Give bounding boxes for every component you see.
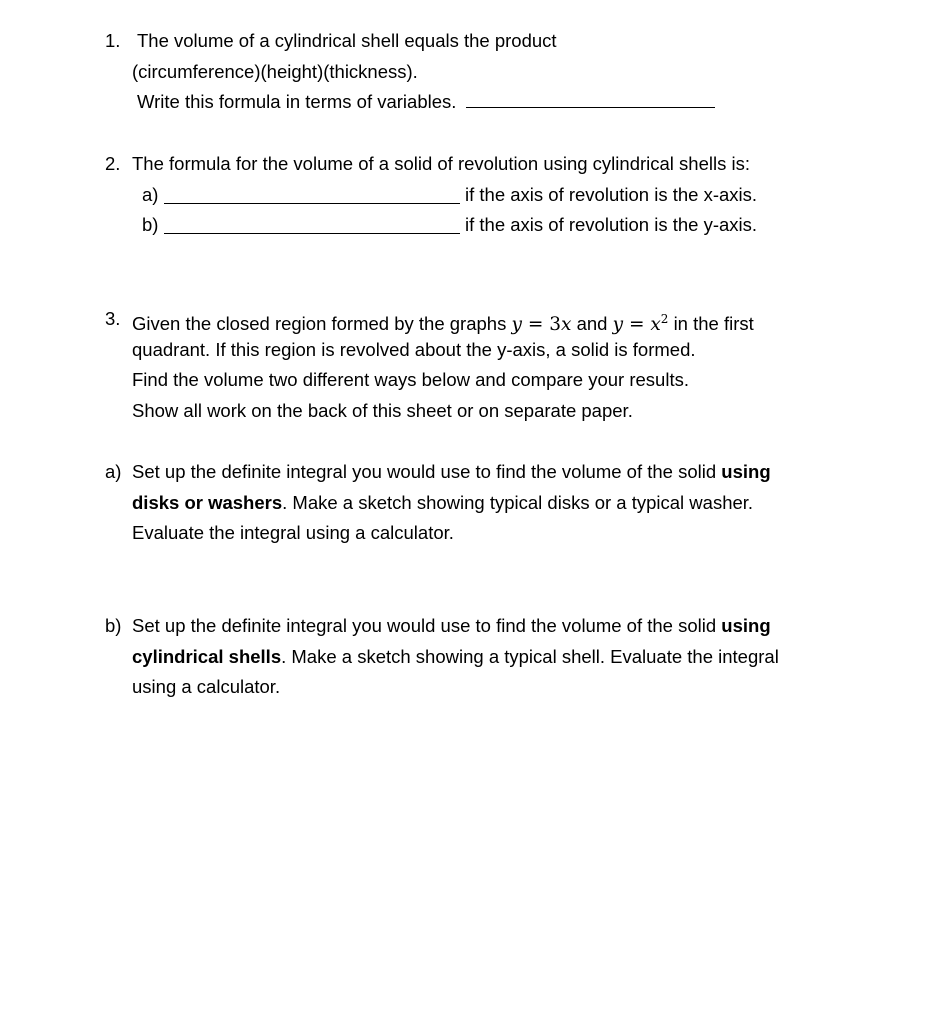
- q2-a-text: if the axis of revolution is the x-axis.: [465, 184, 758, 205]
- eq1-coef: 3: [549, 314, 561, 336]
- part-a-label: a): [105, 461, 122, 482]
- q3-line4: Show all work on the back of this sheet or on separate paper.: [132, 400, 633, 421]
- eq1-equals: =: [527, 314, 544, 336]
- q1-line3: [137, 90, 715, 114]
- q3-line1-pre: Given the closed region formed by the graphs: [132, 313, 507, 335]
- eq1-var: x: [561, 314, 572, 336]
- eq2-equals: =: [628, 314, 645, 336]
- q2-b-text: if the axis of revolution is the y-axis.: [465, 214, 758, 235]
- part-b-line2-bold: cylindrical shells: [132, 646, 282, 667]
- part-a-line3: Evaluate the integral using a calculator.: [132, 522, 454, 543]
- part-a-line2: [132, 491, 753, 515]
- eq2-var: x: [650, 314, 661, 336]
- q2-a-label: a): [142, 184, 159, 205]
- q1-number: 1.: [105, 30, 121, 51]
- eq1-lhs: y: [511, 314, 522, 336]
- part-b-line3: using a calculator.: [132, 676, 281, 697]
- equation-y-equals-x-squared: [613, 314, 669, 335]
- part-b-line1-bold: using: [721, 615, 771, 636]
- part-a-line2-bold: disks or washers: [132, 492, 283, 513]
- part-a-line2-post: . Make a sketch showing typical disks or a typical washer.: [282, 492, 754, 513]
- q1-line1: The volume of a cylindrical shell equals the product: [137, 30, 557, 51]
- q2-b-answer-blank[interactable]: [164, 216, 460, 234]
- q3-number: 3.: [105, 308, 121, 329]
- q2-a-answer-blank[interactable]: [164, 186, 460, 204]
- q1-line2: (circumference)(height)(thickness).: [132, 61, 418, 82]
- q3-line1-and: and: [576, 313, 608, 335]
- part-b-label: b): [105, 615, 122, 636]
- eq2-exponent: 2: [660, 312, 669, 326]
- part-b-line2: [132, 645, 779, 669]
- q1-line3-text: Write this formula in terms of variables.: [137, 91, 457, 112]
- part-a-line1-pre: Set up the definite integral you would use to find the volume of the solid: [132, 461, 717, 482]
- q2-b-label: b): [142, 214, 159, 235]
- q1-answer-blank[interactable]: [466, 90, 715, 108]
- q3-line1: [132, 307, 754, 337]
- part-b-line1-pre: Set up the definite integral you would use to find the volume of the solid: [132, 615, 717, 636]
- q3-line2: quadrant. If this region is revolved about the y-axis, a solid is formed.: [132, 339, 696, 360]
- q2-stem: The formula for the volume of a solid of revolution using cylindrical shells is:: [132, 153, 750, 174]
- q3-line3: Find the volume two different ways below and compare your results.: [132, 369, 689, 390]
- eq2-lhs: y: [612, 314, 624, 336]
- part-b-line1: [132, 614, 771, 638]
- equation-y-equals-3x: [511, 314, 571, 335]
- part-b-line2-post: . Make a sketch showing a typical shell. Evaluate the integral: [281, 646, 779, 667]
- part-a-line1: [132, 460, 771, 484]
- q3-line1-post: in the first: [673, 313, 754, 335]
- part-a-line1-bold: using: [721, 461, 771, 482]
- q2-number: 2.: [105, 153, 121, 174]
